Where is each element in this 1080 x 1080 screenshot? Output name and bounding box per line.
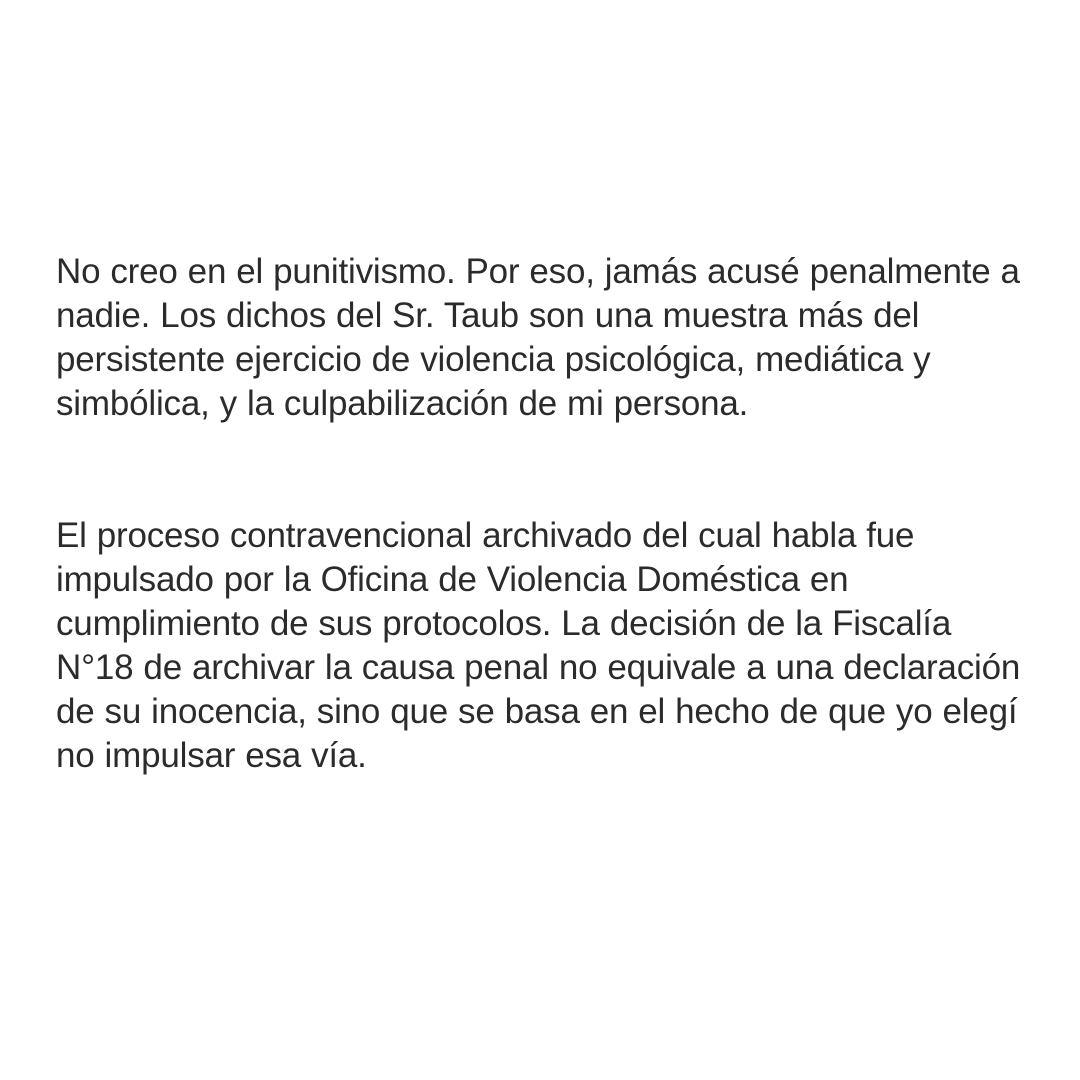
statement-paragraph-2: El proceso contravencional archivado del cual habla fue impulsado por la Oficina de Violencia Doméstica en cumplimiento de sus protocolos. La decisión de la Fiscalía N°18 de archivar la causa penal no equivale a una declaración de su inocencia, sino que se basa en el hecho de que yo elegí no impulsar esa vía.: [56, 516, 1021, 775]
statement-paragraph-1: No creo en el punitivismo. Por eso, jamás acusé penalmente a nadie. Los dichos del Sr. Taub son una muestra más del persistente ejercicio de violencia psicológica, mediática y simbólica, y la culpabilización de mi persona.: [56, 252, 1020, 423]
